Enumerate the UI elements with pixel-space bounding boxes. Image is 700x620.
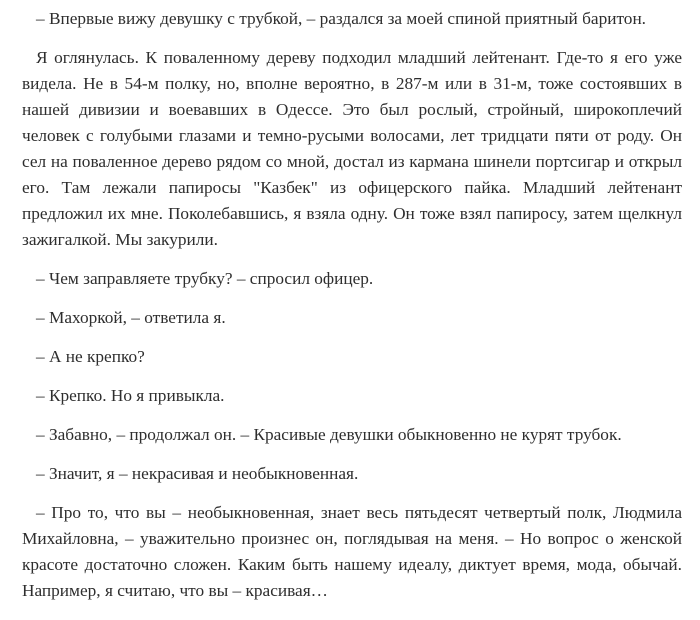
paragraph-dialogue-7: – Значит, я – некрасивая и необыкновенная. (36, 464, 359, 483)
paragraph-narration: Я оглянулась. К поваленному дереву подходил младший лейтенант. Где-то я его уже видела. Не в 54-м полку, но, вполне вероятно, в 287-м или в 31-м, тоже состоявших в нашей дивизии и воевавших в Одессе. Это был рослый, стройный, широкоплечий человек с голубыми глазами и темно-русыми волосами, лет тридцати пяти от роду. Он сел на поваленное дерево рядом со мной, достал из кармана шинели портсигар и открыл его. Там лежали папиросы "Казбек" из офицерского пайка. Младший лейтенант предложил их мне. Поколебавшись, я взяла одну. Он тоже взял папиросу, затем щелкнул зажигалкой. Мы закурили. (22, 48, 682, 249)
paragraph-dialogue-2: – Чем заправляете трубку? – спросил офицер. (36, 269, 374, 288)
paragraph-dialogue-8: – Про то, что вы – необыкновенная, знает весь пятьдесят четвертый полк, Людмила Михайловна, – уважительно произнес он, поглядывая на меня. – Но вопрос о женской красоте достаточно сложен. Каким быть нашему идеалу, диктует время, мода, обычай. Например, я считаю, что вы – красивая… (22, 503, 682, 600)
book-page (0, 6, 700, 620)
paragraph-dialogue-5: – Крепко. Но я привыкла. (36, 386, 225, 405)
paragraph-dialogue-1: – Впервые вижу девушку с трубкой, – раздался за моей спиной приятный баритон. (36, 9, 647, 28)
paragraph-dialogue-4: – А не крепко? (36, 347, 145, 366)
paragraph-dialogue-3: – Махоркой, – ответила я. (36, 308, 226, 327)
paragraph-dialogue-6: – Забавно, – продолжал он. – Красивые девушки обыкновенно не курят трубок. (36, 425, 622, 444)
